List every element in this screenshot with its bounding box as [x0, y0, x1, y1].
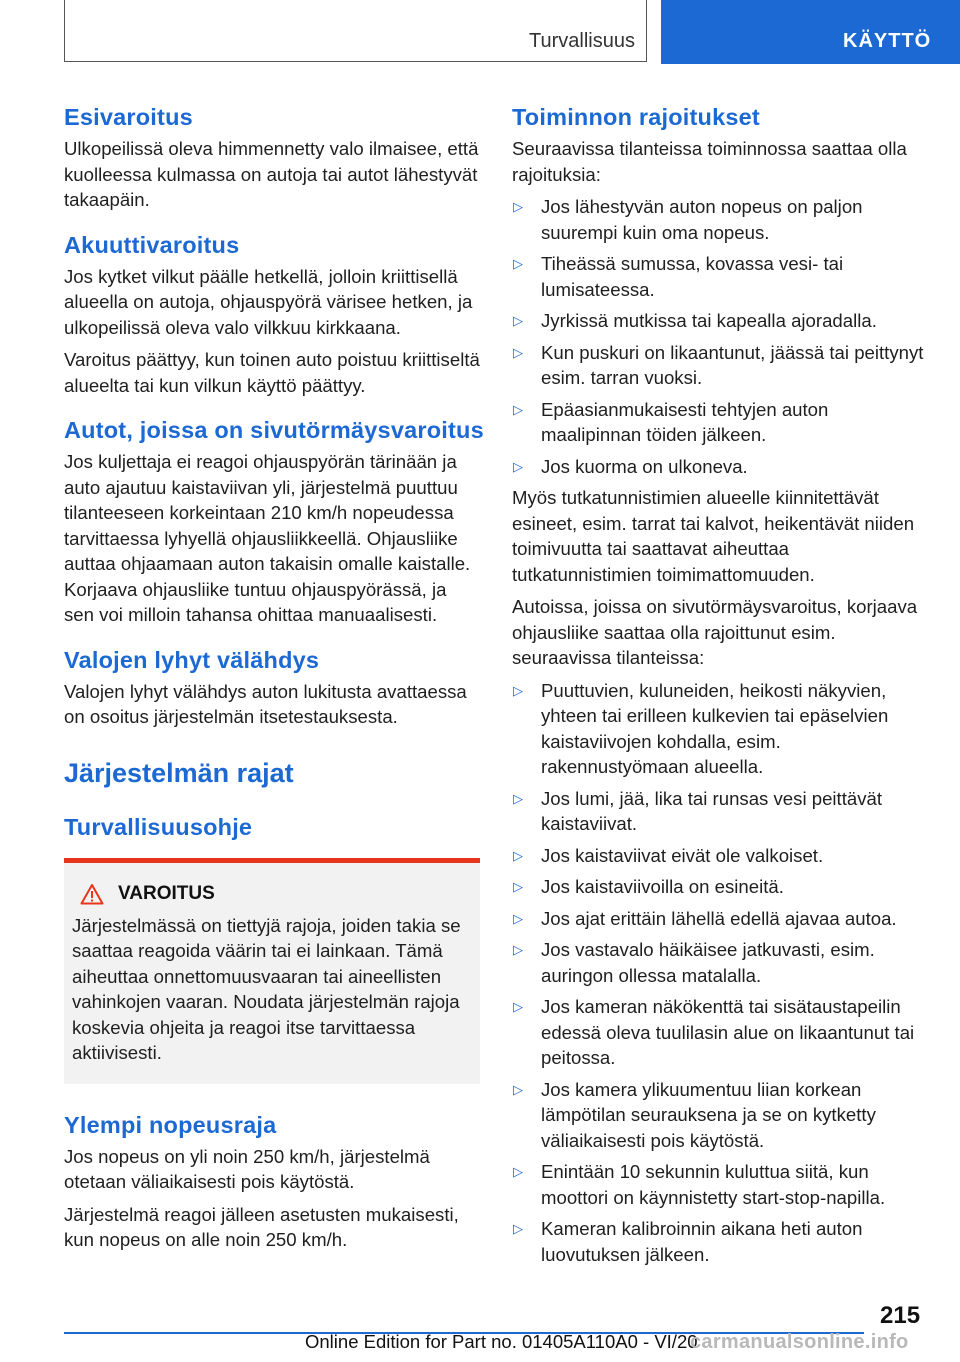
heading-turvallisuusohje: Turvallisuusohje	[64, 813, 253, 840]
triangle-bullet-icon: ▷	[513, 199, 523, 214]
triangle-bullet-icon: ▷	[513, 847, 523, 863]
text-ylempi-nopeusraja-2: Järjestelmä reagoi jälleen asetusten mukaisesti, kun nopeus on alle noin 250 km/h.	[64, 1203, 459, 1250]
header-chapter-tab[interactable]	[661, 0, 960, 64]
list-item-text: Jos kamera ylikuumentuu liian korkean lämpötilan seurauksena ja se on kytketty väliaikaisesti pois käytöstä.	[541, 1078, 876, 1151]
list-item-text: Jos lumi, jää, lika tai runsas vesi peittävät kaistaviivat.	[541, 787, 883, 834]
list-item	[512, 874, 930, 900]
triangle-bullet-icon: ▷	[513, 401, 523, 417]
text-tutkatunnistimet: Myös tutkatunnistimien alueelle kiinnitettävät esineet, esim. tarrat tai kalvot, heikentävät niiden toimivuutta tai saattavat aiheuttaa tutkatunnistimien toimimattomuuden.	[512, 487, 915, 585]
footer-edition: Online Edition for Part no. 01405A110A0 - VI/20	[305, 1331, 698, 1352]
list-item	[512, 843, 930, 869]
warning-title	[72, 883, 472, 905]
heading-akuuttivaroitus: Akuuttivaroitus	[64, 231, 240, 258]
triangle-bullet-icon: ▷	[513, 879, 523, 894]
list-item	[512, 454, 930, 480]
warning-box	[64, 858, 480, 1084]
list-item-text: Jos kuorma on ulkoneva.	[541, 455, 748, 477]
header-section-title: Turvallisuus	[529, 30, 635, 52]
triangle-bullet-icon: ▷	[513, 1164, 523, 1179]
page-number: 215	[880, 1302, 921, 1329]
list-item	[512, 786, 930, 837]
heading-autot-sivutormaysvaroitus: Autot, joissa on sivutörmäysvaroitus	[64, 417, 484, 443]
list-item-text: Jyrkissä mutkissa tai kapealla ajoradalla.	[541, 310, 877, 331]
list-item-text: Jos vastavalo häikäisee jatkuvasti, esim. auringon ollessa matalalla.	[541, 939, 875, 986]
triangle-bullet-icon: ▷	[513, 1221, 523, 1236]
list-item-text: Kameran kalibroinnin aikana heti auton luovutuksen jälkeen.	[541, 1218, 863, 1265]
left-column	[64, 102, 484, 1260]
list-item	[512, 308, 930, 334]
warning-title-text: VAROITUS	[118, 882, 215, 904]
text-valojen-valahdys: Valojen lyhyt välähdys auton lukitusta avattaessa on osoitus järjestelmän itsetestauksesta.	[64, 680, 467, 727]
heading-ylempi-nopeusraja: Ylempi nopeusraja	[64, 1111, 277, 1138]
text-akuuttivaroitus-2: Varoitus päättyy, kun toinen auto poistuu kriittiseltä alueelta tai kun vilkun käyttö päättyy.	[64, 349, 480, 396]
list-item-text: Enintään 10 sekunnin kuluttua siitä, kun moottori on käynnistetty start-stop-napilla.	[541, 1161, 886, 1208]
triangle-bullet-icon: ▷	[513, 1081, 523, 1097]
list-item-text: Jos kameran näkökenttä tai sisätaustapeilin edessä oleva tuulilasin alue on likaantunut tai peitossa.	[541, 996, 915, 1068]
triangle-bullet-icon: ▷	[513, 256, 523, 271]
heading-esivaroitus: Esivaroitus	[64, 104, 193, 130]
text-autot-sivutormaysvaroitus: Jos kuljettaja ei reagoi ohjauspyörän tärinään ja auto ajautuu kaistaviivan yli, järjestelmä puuttuu tilanteeseen korkeintaan 210 km/h nopeudessa tarvittaessa lyhyellä ohjausliikkeellä. Ohjausliike auttaa ohjaamaan auton takaisin omalle kaistalle. Korjaava ohjausliike tuntuu ohjauspyörässä, ja sen voi milloin tahansa ohittaa manuaalisesti.	[64, 451, 471, 625]
heading-toiminnon-rajoitukset: Toiminnon rajoitukset	[512, 104, 760, 130]
list-item	[512, 1216, 930, 1267]
list-item	[512, 1077, 930, 1154]
list-item-text: Kun puskuri on likaantunut, jäässä tai peittynyt esim. tarran vuoksi.	[541, 341, 924, 388]
warning-triangle-icon	[80, 883, 104, 905]
text-rajoitukset-intro: Seuraavissa tilanteissa toiminnossa saattaa olla rajoituksia:	[512, 138, 907, 185]
warning-text: Järjestelmässä on tiettyjä rajoja, joiden takia se saattaa reagoida väärin tai ei lainkaan. Tämä aiheuttaa onnettomuusvaaran tai aineellisten vahinkojen vaaran. Noudata järjestelmän rajoja koskevia ohjeita ja reagoi itse tarvittaessa aktiivisesti.	[72, 914, 461, 1063]
list-item-text: Jos kaistaviivat eivät ole valkoiset.	[541, 844, 824, 866]
triangle-bullet-icon: ▷	[513, 790, 523, 806]
text-esivaroitus: Ulkopeilissä oleva himmennetty valo ilmaisee, että kuolleessa kulmassa on autoja tai autot lähestyvät takaapäin.	[64, 138, 479, 210]
triangle-bullet-icon: ▷	[513, 682, 523, 698]
list-item	[512, 906, 930, 932]
text-autoissa-sivutormays: Autoissa, joissa on sivutörmäysvaroitus, korjaava ohjausliike saattaa olla rajoittunut esim. seuraavissa tilanteissa:	[512, 596, 918, 668]
triangle-bullet-icon: ▷	[513, 458, 523, 474]
list-item-text: Jos lähestyvän auton nopeus on paljon suurempi kuin oma nopeus.	[541, 196, 863, 243]
text-akuuttivaroitus-1: Jos kytket vilkut päälle hetkellä, jolloin kriittisellä alueella on autoja, ohjauspyörä värisee hetken, ja ulkopeilissä oleva valo vilkkuu kirkkaana.	[64, 265, 473, 338]
list-item	[512, 397, 930, 448]
list-item-text: Epäasianmukaisesti tehtyjen auton maalipinnan töiden jälkeen.	[541, 398, 829, 445]
triangle-bullet-icon: ▷	[513, 344, 523, 360]
list-item	[512, 994, 930, 1071]
list-item	[512, 340, 930, 391]
list-item	[512, 1159, 930, 1210]
triangle-bullet-icon: ▷	[513, 999, 523, 1014]
list-item	[512, 194, 930, 245]
triangle-bullet-icon: ▷	[513, 910, 523, 926]
limitations-list	[512, 194, 930, 479]
triangle-bullet-icon: ▷	[513, 942, 523, 957]
steering-limitations-list	[512, 678, 930, 1268]
list-item	[512, 678, 930, 780]
list-item-text: Puuttuvien, kuluneiden, heikosti näkyvien, yhteen tai erilleen kulkevien tai epäselvien kaistaviivojen kohdalla, esim. rakennustyömaan alueella.	[541, 679, 889, 777]
right-column	[512, 102, 930, 1273]
list-item-text: Jos kaistaviivoilla on esineitä.	[541, 876, 784, 897]
heading-jarjestelman-rajat: Järjestelmän rajat	[64, 757, 294, 788]
header-chapter-label: KÄYTTÖ	[843, 30, 932, 52]
list-item	[512, 937, 930, 988]
text-ylempi-nopeusraja-1: Jos nopeus on yli noin 250 km/h, järjestelmä otetaan väliaikaisesti pois käytöstä.	[64, 1145, 430, 1192]
list-item-text: Jos ajat erittäin lähellä edellä ajavaa autoa.	[541, 907, 897, 929]
heading-valojen-valahdys: Valojen lyhyt välähdys	[64, 646, 320, 673]
list-item	[512, 251, 930, 302]
watermark: carmanualsonline.info	[690, 1331, 909, 1353]
triangle-bullet-icon: ▷	[513, 313, 523, 328]
list-item-text: Tiheässä sumussa, kovassa vesi- tai lumisateessa.	[541, 253, 844, 300]
